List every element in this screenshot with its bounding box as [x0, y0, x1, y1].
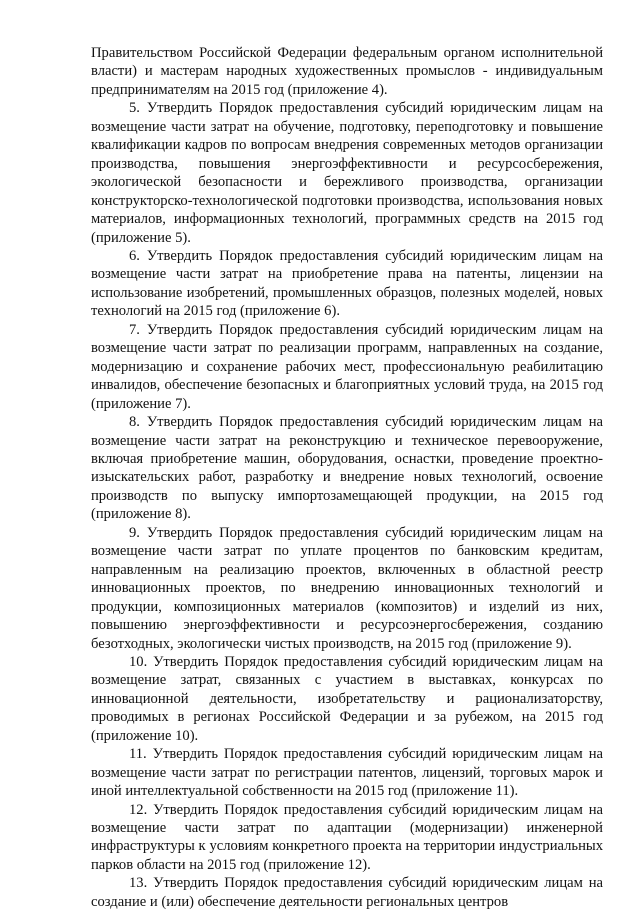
paragraph-7: 7. Утвердить Порядок предоставления субсидий юридическим лицам на возмещение части затрат по реализации программ, направленных на создание, модернизацию и сохранение рабочих мест, профессиональную реабилитацию инвалидов, обеспечение безопасных и благоприятных условий труда, на 2015 год (приложение 7).	[91, 321, 603, 412]
document-page	[91, 44, 603, 911]
paragraph-continuation: Правительством Российской Федерации федеральным органом исполнительной власти) и мастерам народных художественных промыслов - индивидуальным предпринимателям на 2015 год (приложение 4).	[91, 45, 603, 98]
paragraph-11: 11. Утвердить Порядок предоставления субсидий юридическим лицам на возмещение части затрат по регистрации патентов, лицензий, торговых марок и иной интеллектуальной собственности на 2015 год (приложение 11).	[91, 746, 603, 800]
paragraph-9: 9. Утвердить Порядок предоставления субсидий юридическим лицам на возмещение части затрат по уплате процентов по банковским кредитам, направленным на реализацию проектов, включенных в областной реестр инновационных проектов, по внедрению инновационных технологий и продукции, композиционных материалов (композитов) и изделий из них, повышению энергоэффективности и ресурсоэнергосбережения, созданию безотходных, экологически чистых производств, на 2015 год (приложение 9).	[91, 524, 603, 652]
paragraph-5: 5. Утвердить Порядок предоставления субсидий юридическим лицам на возмещение части затрат на обучение, подготовку, переподготовку и повышение квалификации кадров по вопросам внедрения современных методов организации производства, повышения энергоэффективности и ресурсосбережения, экологической безопасности и бережливого производства, организации конструкторско-технологической подготовки производства, использования новых материалов, информационных технологий, программных средств на 2015 год (приложение 5).	[91, 100, 603, 246]
paragraph-6: 6. Утвердить Порядок предоставления субсидий юридическим лицам на возмещение части затрат на приобретение права на патенты, лицензии на использование изобретений, промышленных образцов, полезных моделей, новых технологий на 2015 год (приложение 6).	[91, 247, 603, 320]
paragraph-12: 12. Утвердить Порядок предоставления субсидий юридическим лицам на возмещение части затрат по адаптации (модернизации) инженерной инфраструктуры к условиям конкретного проекта на территории индустриальных парков области на 2015 год (приложение 12).	[91, 801, 603, 873]
paragraph-8: 8. Утвердить Порядок предоставления субсидий юридическим лицам на возмещение части затрат на реконструкцию и техническое перевооружение, включая приобретение машин, оборудования, оснастки, проведение проектно-изыскательских работ, разработку и внедрение новых технологий, освоение производств по выпуску импортозамещающей продукции, на 2015 год (приложение 8).	[91, 414, 603, 523]
paragraph-10: 10. Утвердить Порядок предоставления субсидий юридическим лицам на возмещение затрат, связанных с участием в выставках, конкурсах по инновационной деятельности, изобретательству и рационализаторству, проводимых в регионах Российской Федерации и за рубежом, на 2015 год (приложение 10).	[91, 653, 603, 744]
paragraph-13: 13. Утвердить Порядок предоставления субсидий юридическим лицам на создание и (или) обеспечение деятельности региональных центров	[91, 875, 603, 910]
